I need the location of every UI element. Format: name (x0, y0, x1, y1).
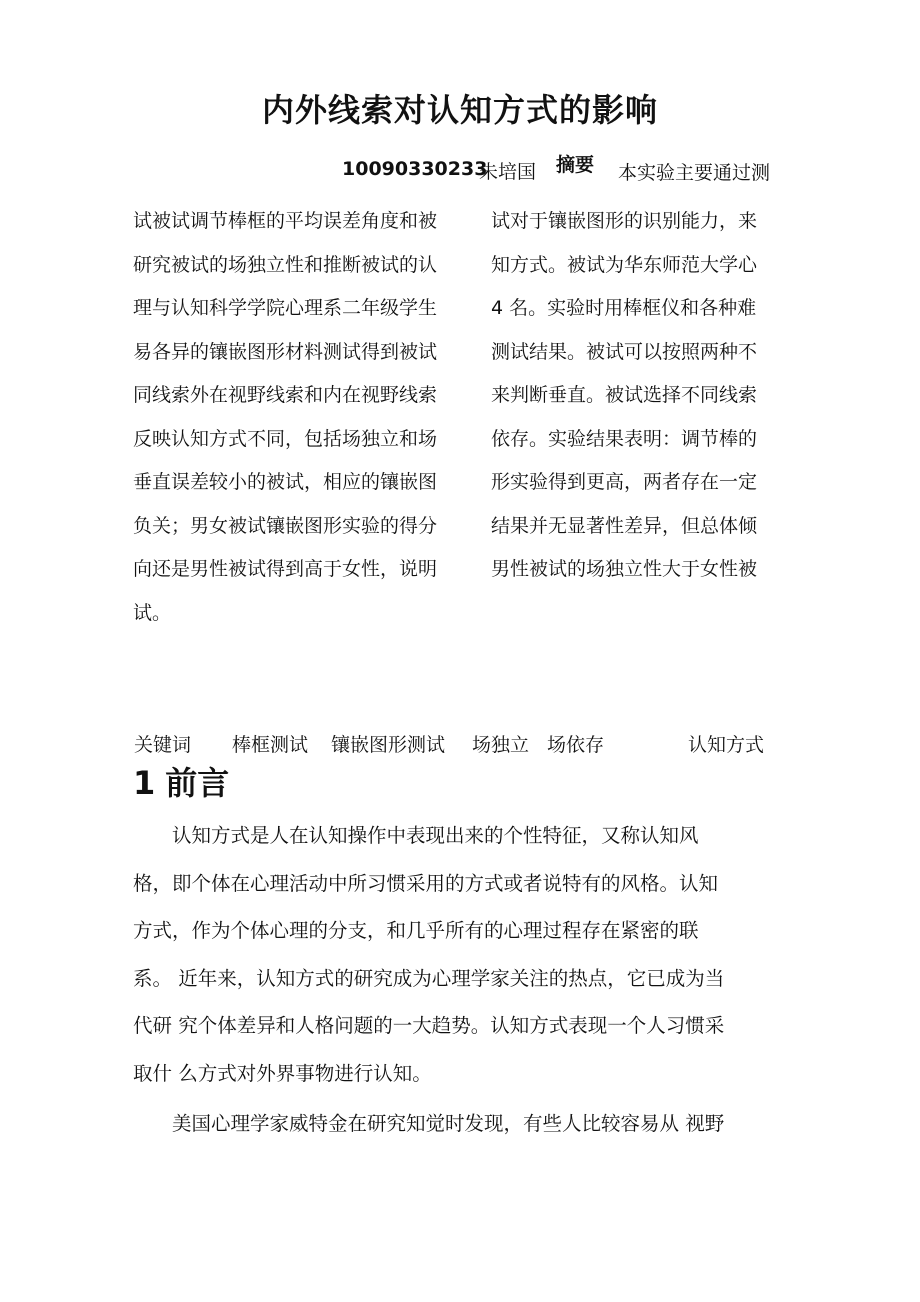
abstract-line: 试对于镶嵌图形的识别能力，来 (491, 210, 758, 232)
paragraph-line: 取什 么方式对外界事物进行认知。 (133, 1061, 432, 1085)
abstract-label: 摘要 (556, 154, 595, 176)
keywords-line (134, 730, 814, 762)
abstract-line: 负关；男女被试镶嵌图形实验的得分 (133, 514, 438, 537)
section-heading (133, 760, 229, 806)
abstract-line: 测试结果。被试可以按照两种不 (491, 340, 758, 363)
abstract-line: 易各异的镶嵌图形材料测试得到被试 (133, 340, 438, 363)
section-title: 前言 (165, 764, 230, 802)
keyword: 认知方式 (688, 734, 765, 756)
abstract-line: 反映认知方式不同，包括场独立和场 (133, 427, 438, 450)
paragraph-line: 代研 究个体差异和人格问题的一大趋势。认知方式表现一个人习惯采 (133, 1014, 725, 1037)
abstract-line: 试。 (133, 601, 172, 624)
abstract-line: 男性被试的场独立性大于女性被 (491, 558, 758, 580)
keyword: 棒框测试 (232, 734, 309, 756)
abstract-line: 研究被试的场独立性和推断被试的认 (133, 253, 438, 276)
paragraph-line: 认知方式是人在认知操作中表现出来的个性特征，又称认知风 (133, 824, 699, 847)
keyword: 场依存 (547, 734, 605, 756)
paragraph-line: 方式，作为个体心理的分支，和几乎所有的心理过程存在紧密的联 (133, 919, 699, 942)
author-id: 10090330233 (342, 158, 488, 180)
intro-paragraph-2 (133, 1100, 798, 1148)
document-title: 内外线索对认知方式的影响 (261, 91, 658, 129)
keyword: 镶嵌图形测试 (331, 734, 446, 756)
paragraph-line: 格，即个体在心理活动中所习惯采用的方式或者说特有的风格。认知 (133, 871, 719, 895)
abstract-line: 依存。实验结果表明：调节棒的 (491, 427, 758, 450)
author-name: 朱培国 (479, 161, 537, 183)
abstract-line: 试被试调节棒框的平均误差角度和被 (133, 210, 438, 232)
author-line (0, 150, 920, 190)
paragraph-line: 系。 近年来，认知方式的研究成为心理学家关注的热点，它已成为当 (133, 966, 725, 990)
abstract-line: 4 名。实验时用棒框仪和各种难 (491, 297, 757, 319)
abstract-line: 形实验得到更高，两者存在一定 (491, 471, 758, 493)
keywords-label: 关键词 (134, 734, 192, 756)
abstract-first-line: 本实验主要通过测 (618, 162, 771, 184)
abstract-line: 同线索外在视野线索和内在视野线索 (133, 384, 438, 406)
abstract-line: 垂直误差较小的被试，相应的镶嵌图 (133, 471, 438, 493)
abstract-left-column (133, 200, 483, 635)
abstract-line: 知方式。被试为华东师范大学心 (491, 253, 758, 276)
section-number: 1 (133, 764, 156, 802)
paragraph-line: 美国心理学家威特金在研究知觉时发现，有些人比较容易从 视野 (133, 1112, 725, 1135)
abstract-line: 向还是男性被试得到高于女性，说明 (133, 558, 438, 580)
intro-paragraph-1 (133, 812, 798, 1097)
abstract-right-column (491, 200, 801, 592)
keyword: 场独立 (472, 734, 530, 756)
abstract-line: 来判断垂直。被试选择不同线索 (491, 384, 758, 406)
abstract-line: 结果并无显著性差异，但总体倾 (491, 514, 758, 537)
abstract-line: 理与认知科学学院心理系二年级学生 (133, 297, 438, 319)
